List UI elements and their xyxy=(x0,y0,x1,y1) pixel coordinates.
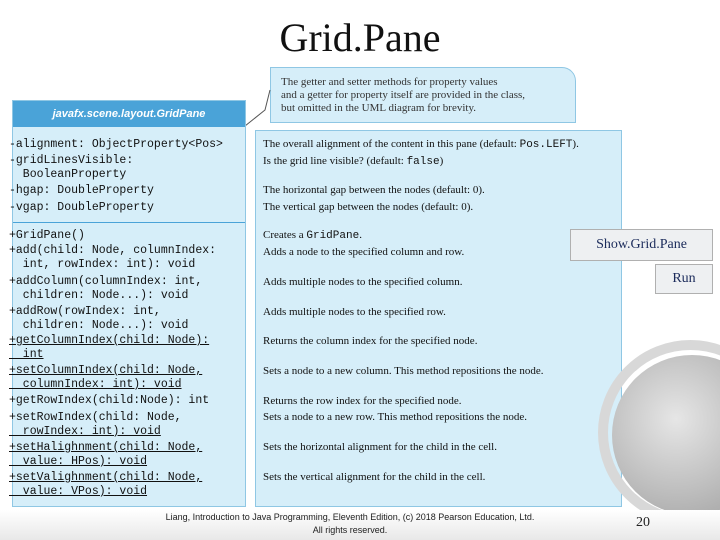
description-row: Sets a node to a new row. This method repositions the node. xyxy=(263,411,527,423)
uml-method: children: Node...): void xyxy=(9,319,189,332)
page-number: 20 xyxy=(636,515,650,530)
description-row: Is the grid line visible? (default: false) xyxy=(263,155,444,168)
uml-method-static: columnIndex: int): void xyxy=(9,378,182,391)
description-row: The vertical gap between the nodes (default: 0). xyxy=(263,201,474,213)
copyright-footer xyxy=(140,511,560,537)
uml-method: +addRow(rowIndex: int, xyxy=(9,305,161,318)
uml-method-static: +setValighnment(child: Node, xyxy=(9,471,203,484)
uml-property: -vgap: DoubleProperty xyxy=(9,201,154,214)
uml-property: -gridLinesVisible: xyxy=(9,154,134,167)
description-row: Sets the vertical alignment for the child in the cell. xyxy=(263,471,486,483)
description-row: Returns the row index for the specified node. xyxy=(263,395,462,407)
uml-method: +GridPane() xyxy=(9,229,85,242)
uml-class-name: javafx.scene.layout.GridPane xyxy=(13,101,245,127)
uml-property: -hgap: DoubleProperty xyxy=(9,184,154,197)
uml-method: +addColumn(columnIndex: int, xyxy=(9,275,203,288)
run-button[interactable]: Run xyxy=(655,264,713,294)
show-gridpane-button[interactable]: Show.Grid.Pane xyxy=(570,229,713,261)
slide-title: Grid.Pane xyxy=(279,15,441,60)
footer-line-1: Liang, Introduction to Java Programming, Eleventh Edition, (c) 2018 Pearson Education, Ltd. xyxy=(165,512,535,522)
uml-property: -alignment: ObjectProperty<Pos> xyxy=(9,138,223,151)
footer-line-2: All rights reserved. xyxy=(312,525,388,535)
description-row: The horizontal gap between the nodes (default: 0). xyxy=(263,184,485,196)
uml-method: +setRowIndex(child: Node, xyxy=(9,411,182,424)
uml-method: +add(child: Node, columnIndex: xyxy=(9,244,217,257)
uml-method-static: +getColumnIndex(child: Node): xyxy=(9,334,210,347)
uml-method: +getRowIndex(child:Node): int xyxy=(9,394,210,407)
description-row: Sets the horizontal alignment for the child in the cell. xyxy=(263,441,497,453)
note-line-3: but omitted in the UML diagram for brevity. xyxy=(281,102,477,114)
note-line-1: The getter and setter methods for property values xyxy=(281,76,498,88)
uml-method-static: value: HPos): void xyxy=(9,455,148,468)
description-row: The overall alignment of the content in this pane (default: Pos.LEFT). xyxy=(263,138,579,151)
uml-method: children: Node...): void xyxy=(9,289,189,302)
note-line-2: and a getter for property itself are provided in the class, xyxy=(281,89,526,101)
uml-method: int, rowIndex: int): void xyxy=(9,258,196,271)
description-row: Returns the column index for the specified node. xyxy=(263,335,478,347)
description-row: Adds a node to the specified column and row. xyxy=(263,246,465,258)
uml-divider xyxy=(13,222,245,223)
uml-method-static: int xyxy=(9,348,44,361)
description-row: Adds multiple nodes to the specified row. xyxy=(263,306,446,318)
description-row: Adds multiple nodes to the specified column. xyxy=(263,276,463,288)
description-row: Creates a GridPane. xyxy=(263,229,362,242)
uml-method-static: rowIndex: int): void xyxy=(9,425,161,438)
uml-method-static: value: VPos): void xyxy=(9,485,148,498)
uml-method-static: +setColumnIndex(child: Node, xyxy=(9,364,203,377)
uml-method-static: +setHalighnment(child: Node, xyxy=(9,441,203,454)
uml-property: BooleanProperty xyxy=(9,168,127,181)
description-row: Sets a node to a new column. This method repositions the node. xyxy=(263,365,544,377)
